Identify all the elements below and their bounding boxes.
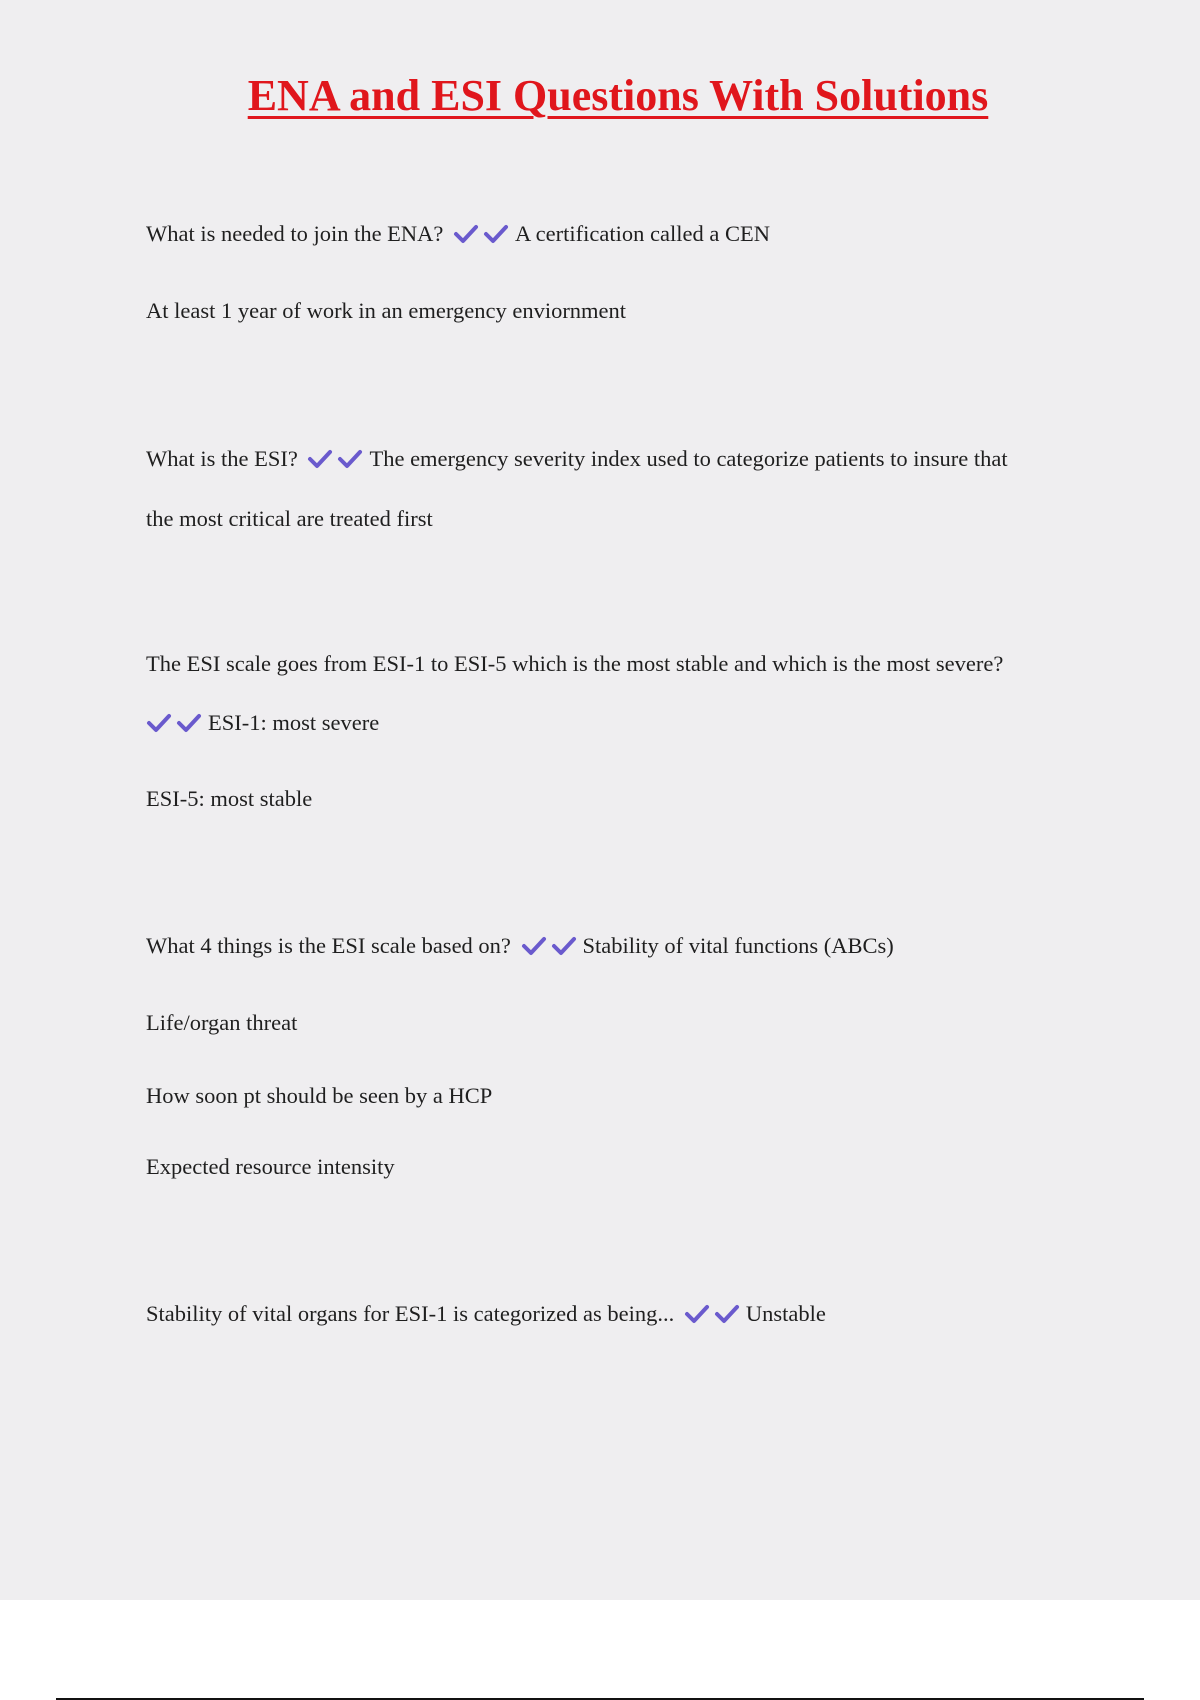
answer-extra: At least 1 year of work in an emergency enviornment — [146, 298, 627, 323]
double-check-icon — [453, 223, 513, 251]
double-check-icon — [307, 448, 367, 476]
check-mark-icon — [551, 936, 577, 956]
check-mark-icon — [307, 449, 333, 469]
qa-line-5 — [146, 1300, 826, 1331]
double-check-icon — [146, 712, 206, 740]
question-text: What is the ESI? — [146, 446, 298, 471]
question-text: The ESI scale goes from ESI-1 to ESI-5 which is the most stable and which is the most severe? — [146, 651, 1004, 676]
qa-line-3-answer — [146, 709, 379, 740]
question-text: What 4 things is the ESI scale based on? — [146, 933, 511, 958]
answer-text: ESI-1: most severe — [208, 710, 380, 735]
answer-extra: the most critical are treated first — [146, 506, 433, 531]
document-title: ENA and ESI Questions With Solutions — [247, 71, 989, 120]
answer-text: A certification called a CEN — [515, 221, 770, 246]
check-mark-icon — [176, 713, 202, 733]
double-check-icon — [521, 935, 581, 963]
question-text: What is needed to join the ENA? — [146, 221, 444, 246]
answer-extra: How soon pt should be seen by a HCP — [146, 1083, 493, 1108]
answer-text: The emergency severity index used to categorize patients to insure that — [369, 446, 1008, 471]
answer-extra: Life/organ threat — [146, 1010, 298, 1035]
qa-line-4 — [146, 932, 894, 963]
answer-text: Unstable — [745, 1301, 826, 1326]
check-mark-icon — [483, 224, 509, 244]
check-mark-icon — [453, 224, 479, 244]
check-mark-icon — [146, 713, 172, 733]
check-mark-icon — [714, 1304, 740, 1324]
double-check-icon — [684, 1303, 744, 1331]
check-mark-icon — [337, 449, 363, 469]
check-mark-icon — [521, 936, 547, 956]
check-mark-icon — [684, 1304, 710, 1324]
answer-text: Stability of vital functions (ABCs) — [582, 933, 894, 958]
qa-line-2 — [146, 445, 1008, 476]
answer-extra: ESI-5: most stable — [146, 786, 313, 811]
question-text: Stability of vital organs for ESI-1 is categorized as being... — [146, 1301, 675, 1326]
qa-line-1 — [146, 220, 770, 251]
answer-extra: Expected resource intensity — [146, 1154, 395, 1179]
